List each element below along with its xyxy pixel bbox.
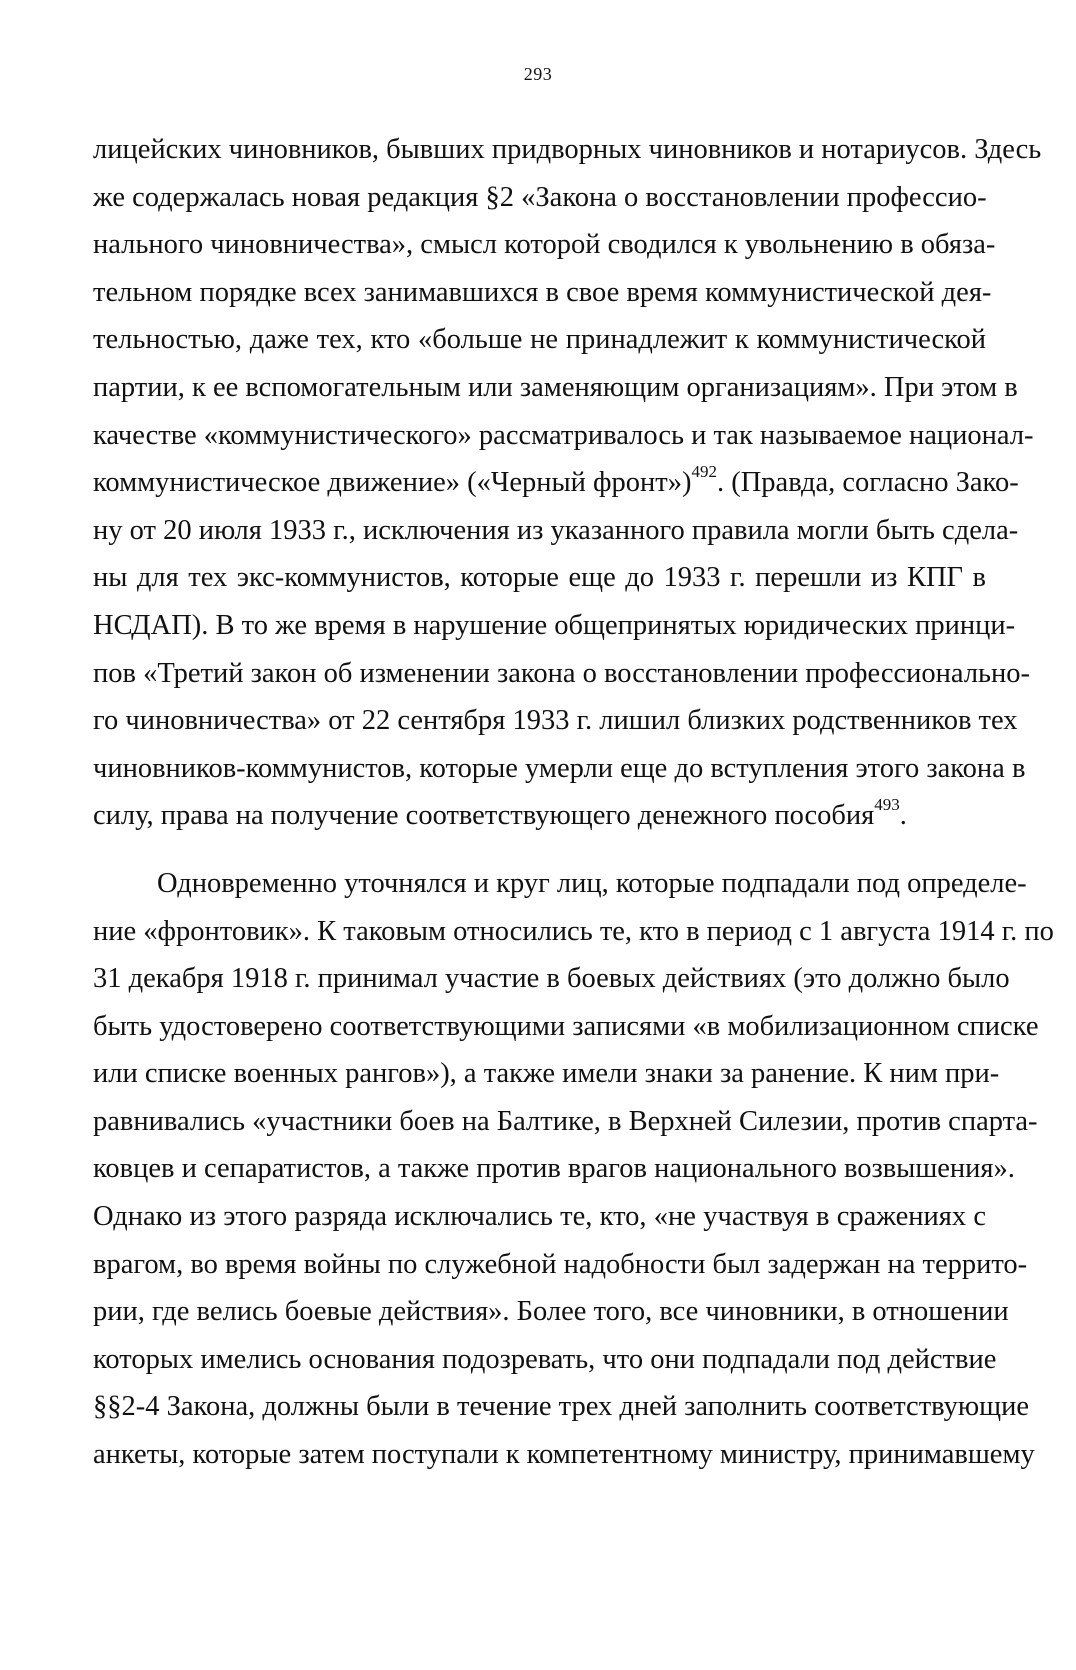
text-line: ковцев и сепаратистов, а также против врагов национального возвышения». bbox=[93, 1153, 1015, 1185]
text-line: чиновников-коммунистов, которые умерли еще до вступления этого закона в bbox=[93, 752, 1026, 784]
text-line: пов «Третий закон об изменении закона о восстановлении профессионально- bbox=[93, 657, 1031, 689]
text-line: ны для тех экс-коммунистов, которые еще до 1933 г. перешли из КПГ в bbox=[93, 562, 986, 594]
footnote-marker[interactable]: 492 bbox=[691, 461, 717, 481]
text-line: го чиновничества» от 22 сентября 1933 г. лишил близких родственников тех bbox=[93, 705, 1018, 737]
text-segment: коммунистическое движение» («Черный фронт») bbox=[93, 467, 692, 499]
text-line: которых имелись основания подозревать, что они подпадали под действие bbox=[93, 1343, 997, 1375]
text-line: тельностью, даже тех, кто «больше не принадлежит к коммунистической bbox=[93, 324, 986, 356]
text-segment: силу, права на получение соответствующего денежного пособия bbox=[93, 800, 875, 832]
text-line: ние «фронтовик». К таковым относились те, кто в период с 1 августа 1914 г. по bbox=[93, 915, 1054, 947]
text-line: анкеты, которые затем поступали к компетентному министру, принимавшему bbox=[93, 1439, 1035, 1471]
text-line: Однако из этого разряда исключались те, кто, «не участвуя в сражениях с bbox=[93, 1201, 986, 1233]
text-line bbox=[93, 459, 1019, 507]
page-number: 293 bbox=[523, 64, 553, 84]
text-line: быть удостоверено соответствующими записями «в мобилизационном списке bbox=[93, 1010, 1039, 1042]
text-line: 31 декабря 1918 г. принимал участие в боевых действиях (это должно было bbox=[93, 963, 1010, 995]
text-line: нального чиновничества», смысл которой сводился к увольнению в обяза- bbox=[93, 229, 996, 261]
text-line: врагом, во время войны по служебной надобности был задержан на террито- bbox=[93, 1248, 1028, 1280]
text-segment: . (Правда, согласно Зако- bbox=[716, 467, 1019, 499]
body-text bbox=[93, 126, 1054, 1479]
paragraph-gap bbox=[93, 840, 986, 860]
text-line: Одновременно уточнялся и круг лиц, которые подпадали под определе- bbox=[157, 867, 1027, 899]
text-line: же содержалась новая редакция §2 «Закона о восстановлении профессио- bbox=[93, 181, 987, 213]
text-line: партии, к ее вспомогательным или заменяющим организациям». При этом в bbox=[93, 371, 1018, 403]
text-line: или списке военных рангов»), а также имели знаки за ранение. К ним при- bbox=[93, 1058, 1000, 1090]
footnote-marker[interactable]: 493 bbox=[874, 794, 900, 814]
text-line: тельном порядке всех занимавшихся в свое время коммунистической дея- bbox=[93, 276, 992, 308]
paragraph-1 bbox=[93, 126, 1042, 840]
paragraph-2 bbox=[93, 860, 1054, 1479]
text-line: §§2-4 Закона, должны были в течение трех дней заполнить соответствующие bbox=[93, 1391, 1030, 1423]
text-line: ну от 20 июля 1933 г., исключения из указанного правила могли быть сдела- bbox=[93, 514, 1019, 546]
text-segment: . bbox=[899, 800, 907, 832]
text-line: лицейских чиновников, бывших придворных чиновников и нотариусов. Здесь bbox=[93, 134, 1042, 165]
text-line: НСДАП). В то же время в нарушение общепринятых юридических принци- bbox=[93, 609, 1016, 641]
text-line: рии, где велись боевые действия». Более того, все чиновники, в отношении bbox=[93, 1296, 1009, 1328]
text-line: равнивались «участники боев на Балтике, в Верхней Силезии, против спарта- bbox=[93, 1105, 1038, 1137]
text-line: качестве «коммунистического» рассматривалось и так называемое национал- bbox=[93, 419, 1034, 451]
text-line bbox=[93, 792, 986, 840]
